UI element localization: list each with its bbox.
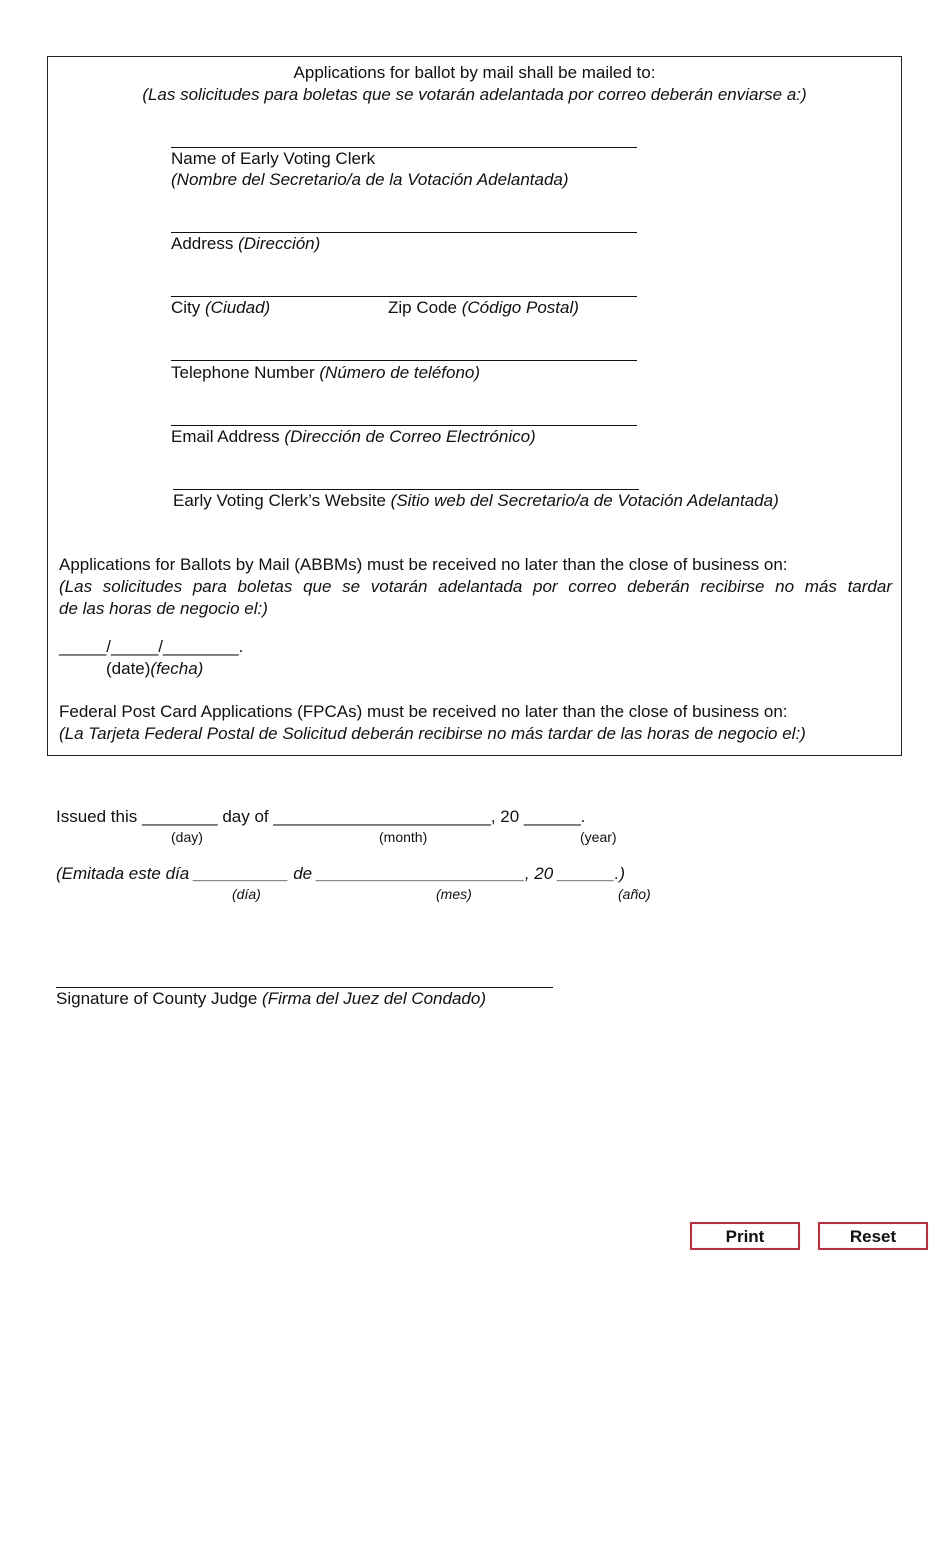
- signature-label-en: Signature of County Judge: [56, 989, 258, 1008]
- issued-year-caption-spanish: (año): [618, 886, 651, 902]
- fpca-deadline-text: Federal Post Card Applications (FPCAs) must be received no later than the close of business on:: [59, 702, 788, 721]
- issued-line-spanish[interactable]: (Emitada este día __________ de ______________________, 20 ______.): [56, 864, 626, 883]
- abbm-date-caption-es: (fecha): [150, 659, 204, 678]
- clerk-name-label-spanish: (Nombre del Secretario/a de la Votación Adelantada): [171, 170, 569, 189]
- mailing-heading-spanish: (Las solicitudes para boletas que se votarán adelantada por correo deberán enviarse a:): [142, 85, 807, 104]
- issued-month-caption: (month): [379, 829, 428, 845]
- email-label-es: (Dirección de Correo Electrónico): [284, 427, 536, 446]
- address-field[interactable]: [171, 232, 637, 233]
- signature-label: [56, 989, 486, 1009]
- abbm-date-caption-en: (date): [106, 659, 151, 678]
- abbm-deadline-text-spanish-line1: (Las solicitudes para boletas que se votarán adelantada por correo deberán recibirse no más tardar: [59, 577, 892, 596]
- address-label-en: Address: [171, 234, 234, 253]
- city-zip-field[interactable]: [171, 296, 637, 297]
- address-label-es: (Dirección): [238, 234, 321, 253]
- email-label: [171, 427, 536, 447]
- zip-label-en: Zip Code: [388, 298, 457, 317]
- abbm-date-field[interactable]: _____/_____/________.: [59, 637, 244, 656]
- issued-month-caption-spanish: (mes): [436, 886, 472, 902]
- clerk-name-field[interactable]: [171, 147, 637, 148]
- abbm-deadline-text-spanish-line2: de las horas de negocio el:): [59, 599, 268, 618]
- fpca-deadline-text-spanish: (La Tarjeta Federal Postal de Solicitud deberán recibirse no más tardar de las horas de negocio el:): [59, 724, 806, 743]
- signature-field[interactable]: [56, 987, 553, 988]
- website-field[interactable]: [173, 489, 639, 490]
- print-button[interactable]: Print: [690, 1222, 800, 1250]
- zip-label-es: (Código Postal): [461, 298, 579, 317]
- website-label-es: (Sitio web del Secretario/a de Votación Adelantada): [390, 491, 779, 510]
- abbm-deadline-text: Applications for Ballots by Mail (ABBMs) must be received no later than the close of business on:: [59, 555, 788, 574]
- signature-label-es: (Firma del Juez del Condado): [262, 989, 486, 1008]
- telephone-label: [171, 363, 480, 383]
- website-label-en: Early Voting Clerk’s Website: [173, 491, 386, 510]
- email-label-en: Email Address: [171, 427, 280, 446]
- issued-year-caption: (year): [580, 829, 617, 845]
- issued-day-caption-spanish: (día): [232, 886, 261, 902]
- address-label: [171, 234, 320, 254]
- issued-line[interactable]: Issued this ________ day of _______________________, 20 ______.: [56, 807, 586, 826]
- mailing-heading: Applications for ballot by mail shall be mailed to:: [293, 63, 656, 82]
- city-label: [171, 298, 270, 318]
- reset-button[interactable]: Reset: [818, 1222, 928, 1250]
- city-label-es: (Ciudad): [205, 298, 271, 317]
- telephone-field[interactable]: [171, 360, 637, 361]
- website-label: [173, 491, 779, 511]
- zip-label: [388, 298, 579, 318]
- telephone-label-es: (Número de teléfono): [319, 363, 481, 382]
- abbm-date-caption: [106, 659, 203, 679]
- email-field[interactable]: [171, 425, 637, 426]
- city-label-en: City: [171, 298, 201, 317]
- telephone-label-en: Telephone Number: [171, 363, 315, 382]
- issued-day-caption: (day): [171, 829, 203, 845]
- clerk-name-label: Name of Early Voting Clerk: [171, 149, 376, 168]
